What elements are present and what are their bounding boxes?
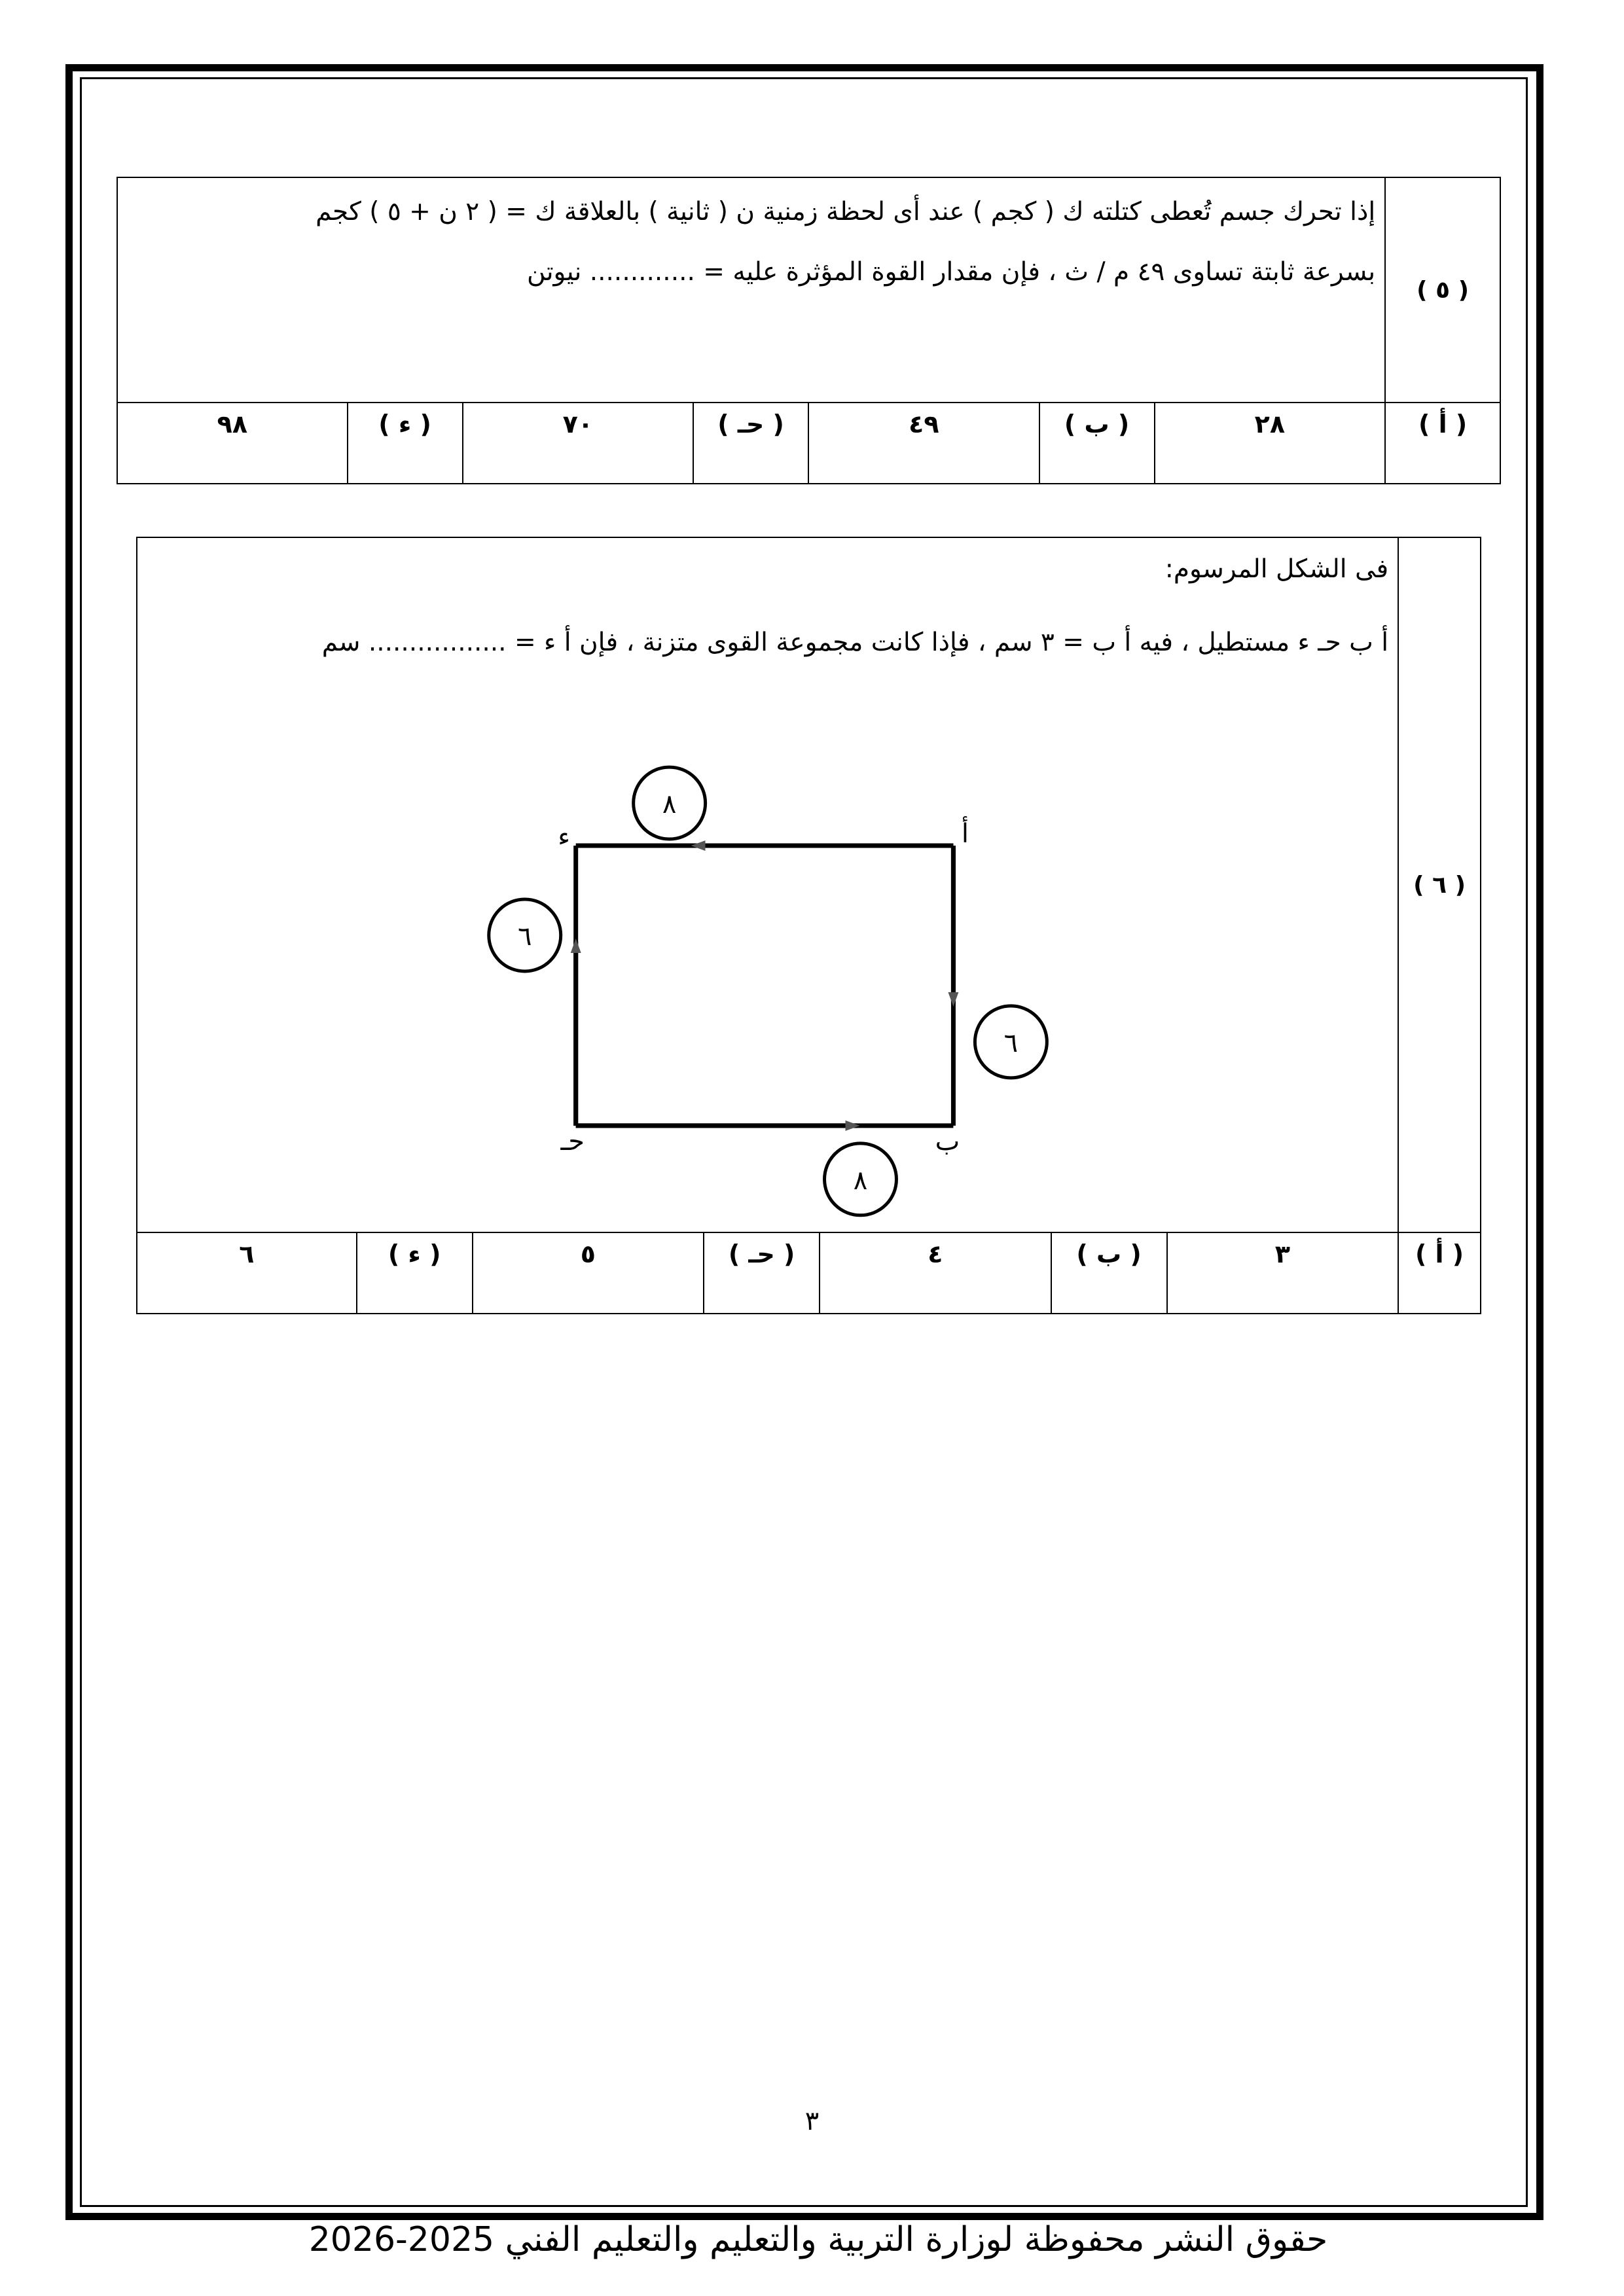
vertex-label-d: ء bbox=[558, 822, 571, 853]
option-label-a[interactable]: ( أ ) bbox=[1385, 403, 1500, 484]
question-body bbox=[137, 537, 1398, 1232]
force-label-left: ٦ bbox=[517, 921, 532, 952]
question-line-1: فى الشكل المرسوم: bbox=[1164, 554, 1389, 584]
force-label-top: ٨ bbox=[662, 789, 677, 820]
option-value-d[interactable]: ٦ bbox=[137, 1232, 357, 1314]
question-line-1: إذا تحرك جسم تُعطى كتلته ك ( كجم ) عند أى لحظة زمنية ن ( ثانية ) بالعلاقة ك = ( ٢ ن + ٥ ) كجم bbox=[316, 197, 1376, 226]
page-number: ٣ bbox=[804, 2106, 820, 2136]
option-label-c[interactable]: ( حـ ) bbox=[704, 1232, 820, 1314]
vertex-label-b: ب bbox=[935, 1126, 960, 1157]
question-text bbox=[117, 177, 1385, 403]
force-label-right: ٦ bbox=[1003, 1028, 1019, 1058]
option-value-c[interactable]: ٧٠ bbox=[463, 403, 694, 484]
question-6-table bbox=[136, 537, 1481, 1314]
question-number: ( ٦ ) bbox=[1398, 537, 1481, 1232]
rectangle-force-diagram bbox=[137, 538, 1398, 1232]
option-label-a[interactable]: ( أ ) bbox=[1398, 1232, 1481, 1314]
vertex-label-c: حـ bbox=[560, 1126, 585, 1157]
question-line-2: بسرعة ثابتة تساوى ٤٩ م / ث ، فإن مقدار القوة المؤثرة عليه = ............. نيوتن bbox=[527, 257, 1376, 287]
option-value-b[interactable]: ٤ bbox=[820, 1232, 1051, 1314]
option-value-a[interactable]: ٢٨ bbox=[1155, 403, 1386, 484]
option-value-d[interactable]: ٩٨ bbox=[117, 403, 348, 484]
copyright-notice: حقوق النشر محفوظة لوزارة التربية والتعليم والتعليم الفني 2025-2026 bbox=[308, 2220, 1328, 2259]
option-label-b[interactable]: ( ب ) bbox=[1039, 403, 1155, 484]
option-label-b[interactable]: ( ب ) bbox=[1051, 1232, 1167, 1314]
option-value-c[interactable]: ٥ bbox=[473, 1232, 704, 1314]
vertex-label-a: أ bbox=[961, 819, 969, 850]
question-line-2: أ ب حـ ء مستطيل ، فيه أ ب = ٣ سم ، فإذا كانت مجموعة القوى متزنة ، فإن أ ء = ................. سم bbox=[321, 628, 1389, 657]
option-value-a[interactable]: ٣ bbox=[1167, 1232, 1399, 1314]
force-label-bottom: ٨ bbox=[853, 1165, 868, 1196]
question-number: ( ٥ ) bbox=[1385, 177, 1500, 403]
option-label-c[interactable]: ( حـ ) bbox=[693, 403, 808, 484]
option-label-d[interactable]: ( ء ) bbox=[357, 1232, 473, 1314]
question-5-table bbox=[117, 177, 1501, 484]
option-value-b[interactable]: ٤٩ bbox=[808, 403, 1039, 484]
option-label-d[interactable]: ( ء ) bbox=[348, 403, 463, 484]
